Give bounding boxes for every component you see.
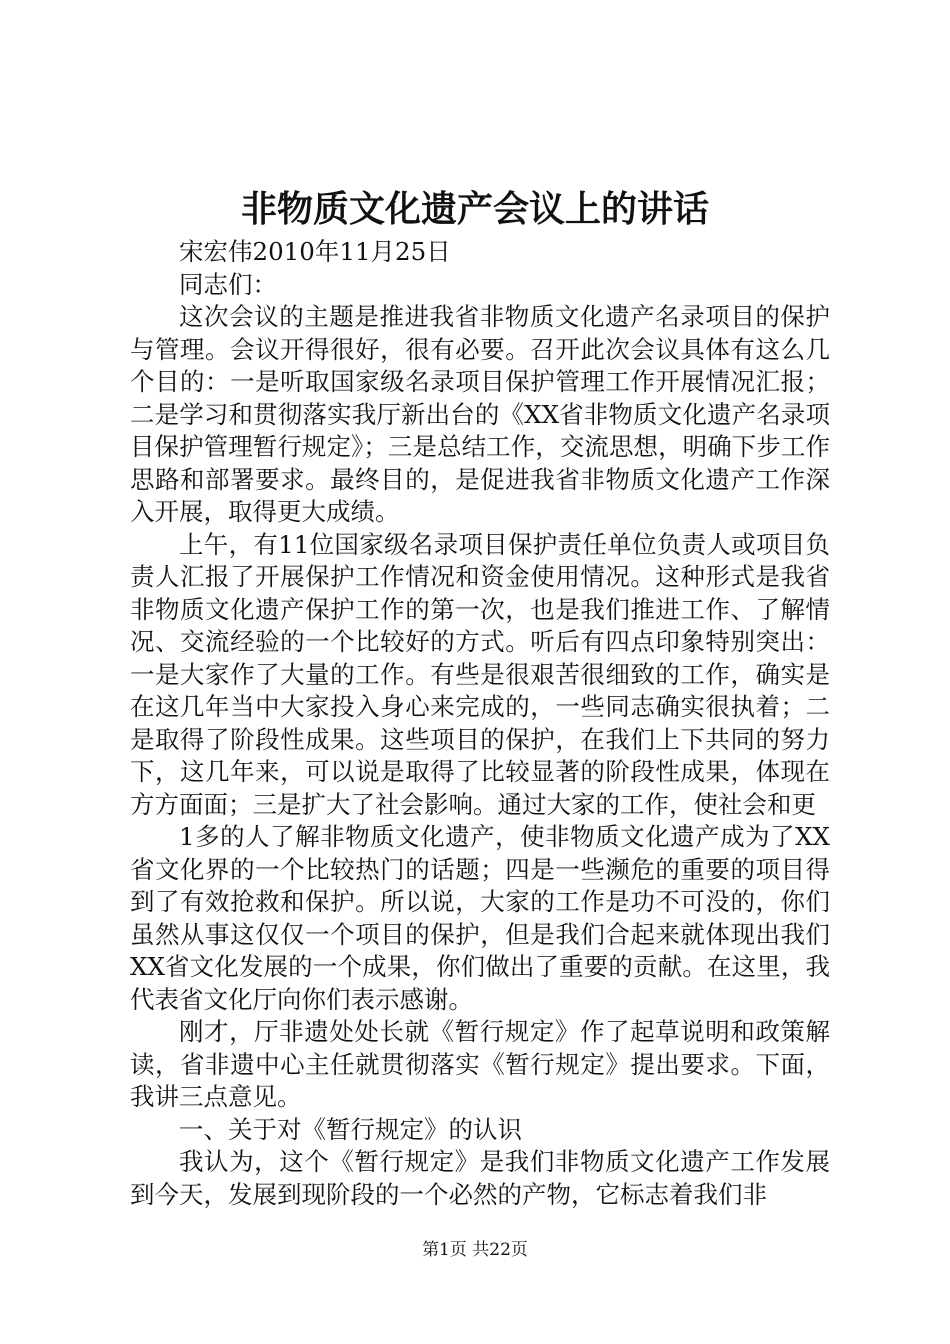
author-date-line: 宋宏伟2010年11月25日 — [179, 237, 451, 266]
paragraph: 上午，有11位国家级名录项目保护责任单位负责人或项目负责人汇报了开展保护工作情况和资金使用情况。这种形式是我省非物质文化遗产保护工作的第一次，也是我们推进工作、了解情况、交流经验的一个比较好的方式。听后有四点印象特别突出：一是大家作了大量的工作。有些是很艰苦很细致的工作，确实是在这几年当中大家投入身心来完成的，一些同志确实很执着；二是取得了阶段性成果。这些项目的保护，在我们上下共同的努力下，这几年来，可以说是取得了比较显著的阶段性成果，体现在方方面面；三是扩大了社会影响。通过大家的工作，使社会和更 — [130, 529, 830, 819]
salutation: 同志们： — [179, 269, 277, 299]
section-heading: 一、关于对《暂行规定》的认识 — [179, 1114, 522, 1144]
paragraph: 刚才，厅非遗处处长就《暂行规定》作了起草说明和政策解读，省非遗中心主任就贯彻落实《暂行规定》提出要求。下面，我讲三点意见。 — [130, 1017, 830, 1111]
paragraph: 我认为，这个《暂行规定》是我们非物质文化遗产工作发展到今天，发展到现阶段的一个必然的产物，它标志着我们非 — [130, 1147, 830, 1209]
paragraph: 1多的人了解非物质文化遗产，使非物质文化遗产成为了XX省文化界的一个比较热门的话题；四是一些濒危的重要的项目得到了有效抢救和保护。所以说，大家的工作是功不可没的，你们虽然从事这仅仅一个项目的保护，但是我们合起来就体现出我们XX省文化发展的一个成果，你们做出了重要的贡献。在这里，我代表省文化厅向你们表示感谢。 — [130, 822, 830, 1014]
paragraph: 这次会议的主题是推进我省非物质文化遗产名录项目的保护与管理。会议开得很好，很有必要。召开此次会议具体有这么几个目的：一是听取国家级名录项目保护管理工作开展情况汇报；二是学习和贯彻落实我厅新出台的《XX省非物质文化遗产名录项目保护管理暂行规定》；三是总结工作，交流思想，明确下步工作思路和部署要求。最终目的，是促进我省非物质文化遗产工作深入开展，取得更大成绩。 — [130, 302, 830, 526]
document-body — [130, 236, 830, 1211]
document-title: 非物质文化遗产会议上的讲话 — [240, 188, 709, 230]
page-number: 第1页 共22页 — [422, 1240, 528, 1260]
